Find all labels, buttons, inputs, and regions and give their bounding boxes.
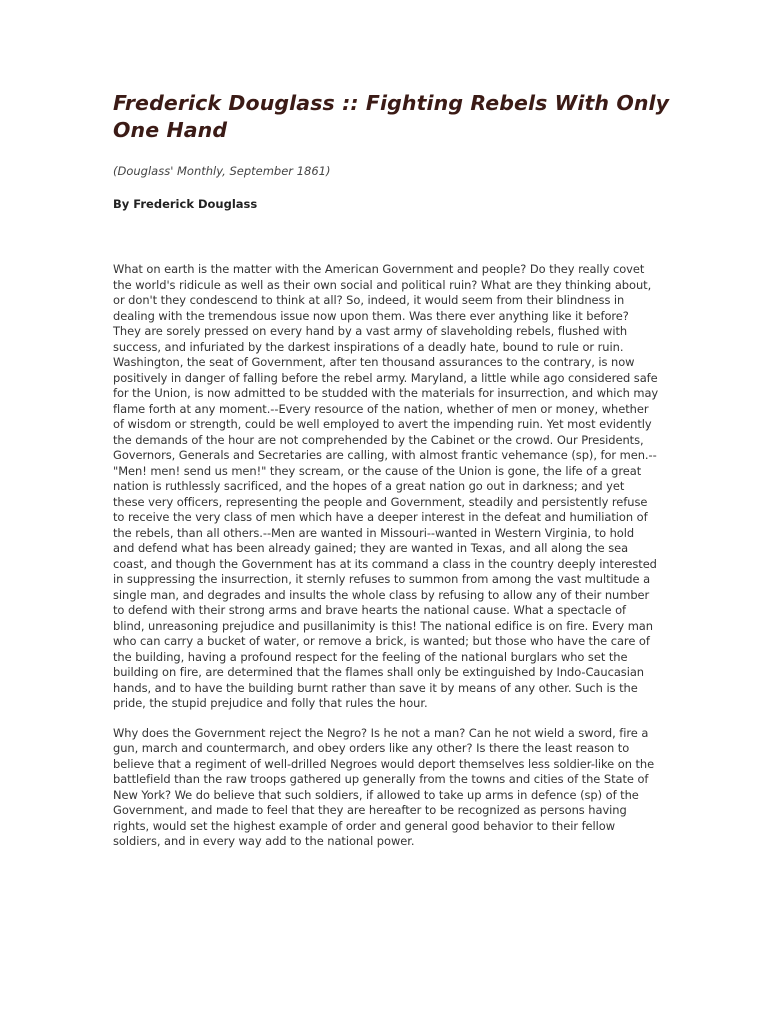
article-byline: By Frederick Douglass	[113, 197, 258, 211]
article-body	[113, 262, 659, 864]
article-source: (Douglass' Monthly, September 1861)	[113, 164, 331, 178]
article-title: Frederick Douglass :: Fighting Rebels With Only One Hand	[113, 91, 670, 142]
paragraph: Why does the Government reject the Negro? Is he not a man? Can he not wield a sword, fire a gun, march and countermarch, and obey orders like any other? Is there the least reason to believe that a regiment of well-drilled Negroes would deport themselves less soldier-like on the battlefield than the raw troops gathered up generally from the towns and cities of the State of New York? We do believe that such soldiers, if allowed to take up arms in defence (sp) of the Government, and made to feel that they are hereafter to be recognized as persons having rights, would set the highest example of order and general good behavior to their fellow soldiers, and in every way add to the national power.	[113, 725, 655, 848]
paragraph: What on earth is the matter with the American Government and people? Do they really covet the world's ridicule as well as their own social and political ruin? What are they thinking about, or don't they condescend to think at all? So, indeed, it would seem from their blindness in dealing with the tremendous issue now upon them. Was there ever anything like it before? They are sorely pressed on every hand by a vast army of slaveholding rebels, flushed with success, and infuriated by the darkest inspirations of a deadly hate, bound to rule or ruin. Washington, the seat of Government, after ten thousand assurances to the contrary, is now positively in danger of falling before the rebel army. Maryland, a little while ago considered safe for the Union, is now admitted to be studded with the materials for insurrection, and which may flame forth at any moment.--Every resource of the nation, whether of men or money, whether of wisdom or strength, could be well employed to avert the impending ruin. Yet most evidently the demands of the hour are not comprehended by the Cabinet or the crowd. Our Presidents, Governors, Generals and Secretaries are calling, with almost frantic vehemance (sp), for men.--"Men! men! send us men!" they scream, or the cause of the Union is gone, the life of a great nation is ruthlessly sacrificed, and the hopes of a great nation go out in darkness; and yet these very officers, representing the people and Government, steadily and persistently refuse to receive the very class of men which have a deeper interest in the defeat and humiliation of the rebels, than all others.--Men are wanted in Missouri--wanted in Western Virginia, to hold and defend what has been already gained; they are wanted in Texas, and all along the sea coast, and though the Government has at its command a class in the country deeply interested in suppressing the insurrection, it sternly refuses to summon from among the vast multitude a single man, and degrades and insults the whole class by refusing to allow any of their number to defend with their strong arms and brave hearts the national cause. What a spectacle of blind, unreasoning prejudice and pusillanimity is this! The national edifice is on fire. Every man who can carry a bucket of water, or remove a brick, is wanted; but those who have the care of the building, having a profound respect for the feeling of the national burglars who set the building on fire, are determined that the flames shall only be extinguished by Indo-Caucasian hands, and to have the building burnt rather than save it by means of any other. Such is the pride, the stupid prejudice and folly that rules the hour.	[113, 262, 659, 710]
